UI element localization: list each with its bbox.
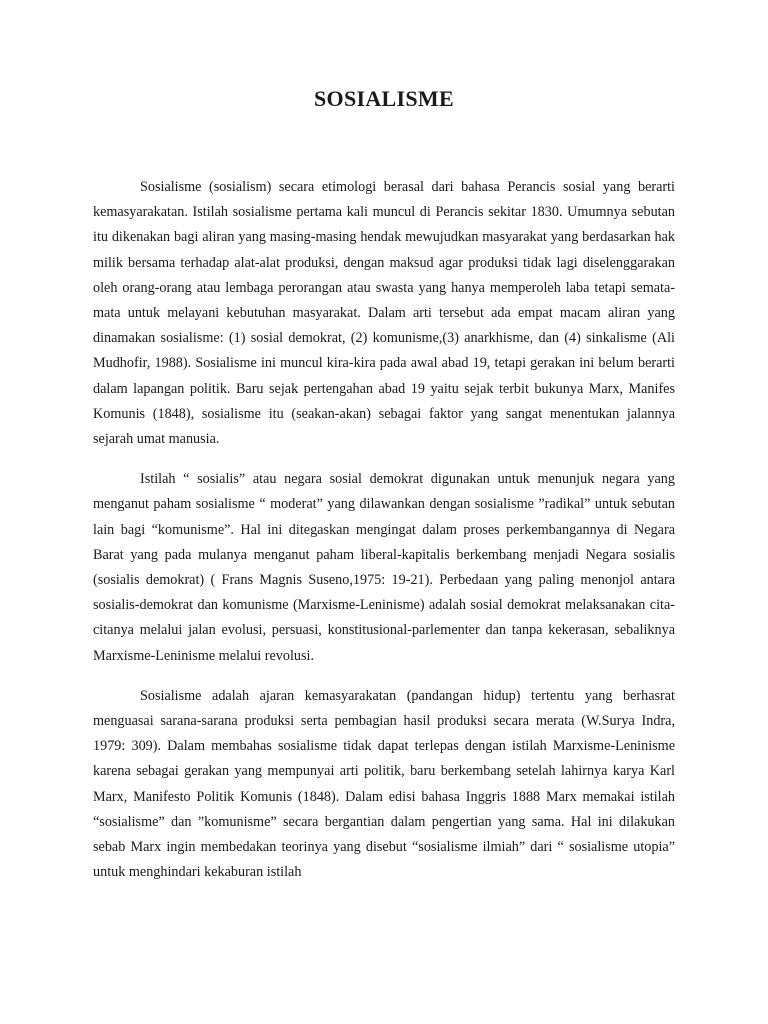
paragraph-2: Istilah “ sosialis” atau negara sosial demokrat digunakan untuk menunjuk negara yang menganut paham sosialisme “ moderat” yang dilawankan dengan sosialisme ”radikal” untuk sebutan lain bagi “komunisme”. Hal ini ditegaskan mengingat dalam proses perkembangannya di Negara Barat yang pada mulanya menganut paham liberal-kapitalis berkembang menjadi Negara sosialis (sosialis demokrat) ( Frans Magnis Suseno,1975: 19-21). Perbedaan yang paling menonjol antara sosialis-demokrat dan komunisme (Marxisme-Leninisme) adalah sosial demokrat melaksanakan cita-citanya melalui jalan evolusi, persuasi, konstitusional-parlementer dan tanpa kekerasan, sebaliknya Marxisme-Leninisme melalui revolusi. bbox=[93, 471, 675, 664]
paragraph-1: Sosialisme (sosialism) secara etimologi berasal dari bahasa Perancis sosial yang berarti kemasyarakatan. Istilah sosialisme pertama kali muncul di Perancis sekitar 1830. Umumnya sebutan itu dikenakan bagi aliran yang masing-masing hendak mewujudkan masyarakat yang berdasarkan hak milik bersama terhadap alat-alat produksi, dengan maksud agar produksi tidak lagi diselenggarakan oleh orang-orang atau lembaga perorangan atau swasta yang hanya memperoleh laba tetapi semata-mata untuk melayani kebutuhan masyarakat. Dalam arti tersebut ada empat macam aliran yang dinamakan sosialisme: (1) sosial demokrat, (2) komunisme,(3) anarkhisme, dan (4) sinkalisme (Ali Mudhofir, 1988). Sosialisme ini muncul kira-kira pada awal abad 19, tetapi gerakan ini belum berarti dalam lapangan politik. Baru sejak pertengahan abad 19 yaitu sejak terbit bukunya Marx, Manifes Komunis (1848), sosialisme itu (seakan-akan) sebagai faktor yang sangat menentukan jalannya sejarah umat manusia. bbox=[93, 179, 675, 448]
document-body bbox=[93, 175, 675, 900]
paragraph-3: Sosialisme adalah ajaran kemasyarakatan (pandangan hidup) tertentu yang berhasrat menguasai sarana-sarana produksi serta pembagian hasil produksi secara merata (W.Surya Indra, 1979: 309). Dalam membahas sosialisme tidak dapat terlepas dengan istilah Marxisme-Leninisme karena sebagai gerakan yang mempunyai arti politik, baru berkembang setelah lahirnya karya Karl Marx, Manifesto Politik Komunis (1848). Dalam edisi bahasa Inggris 1888 Marx memakai istilah “sosialisme” dan ”komunisme” secara bergantian dalam pengertian yang sama. Hal ini dilakukan sebab Marx ingin membedakan teorinya yang disebut “sosialisme ilmiah” dari “ sosialisme utopia” untuk menghindari kekaburan istilah bbox=[93, 687, 675, 881]
document-title: SOSIALISME bbox=[314, 86, 454, 111]
